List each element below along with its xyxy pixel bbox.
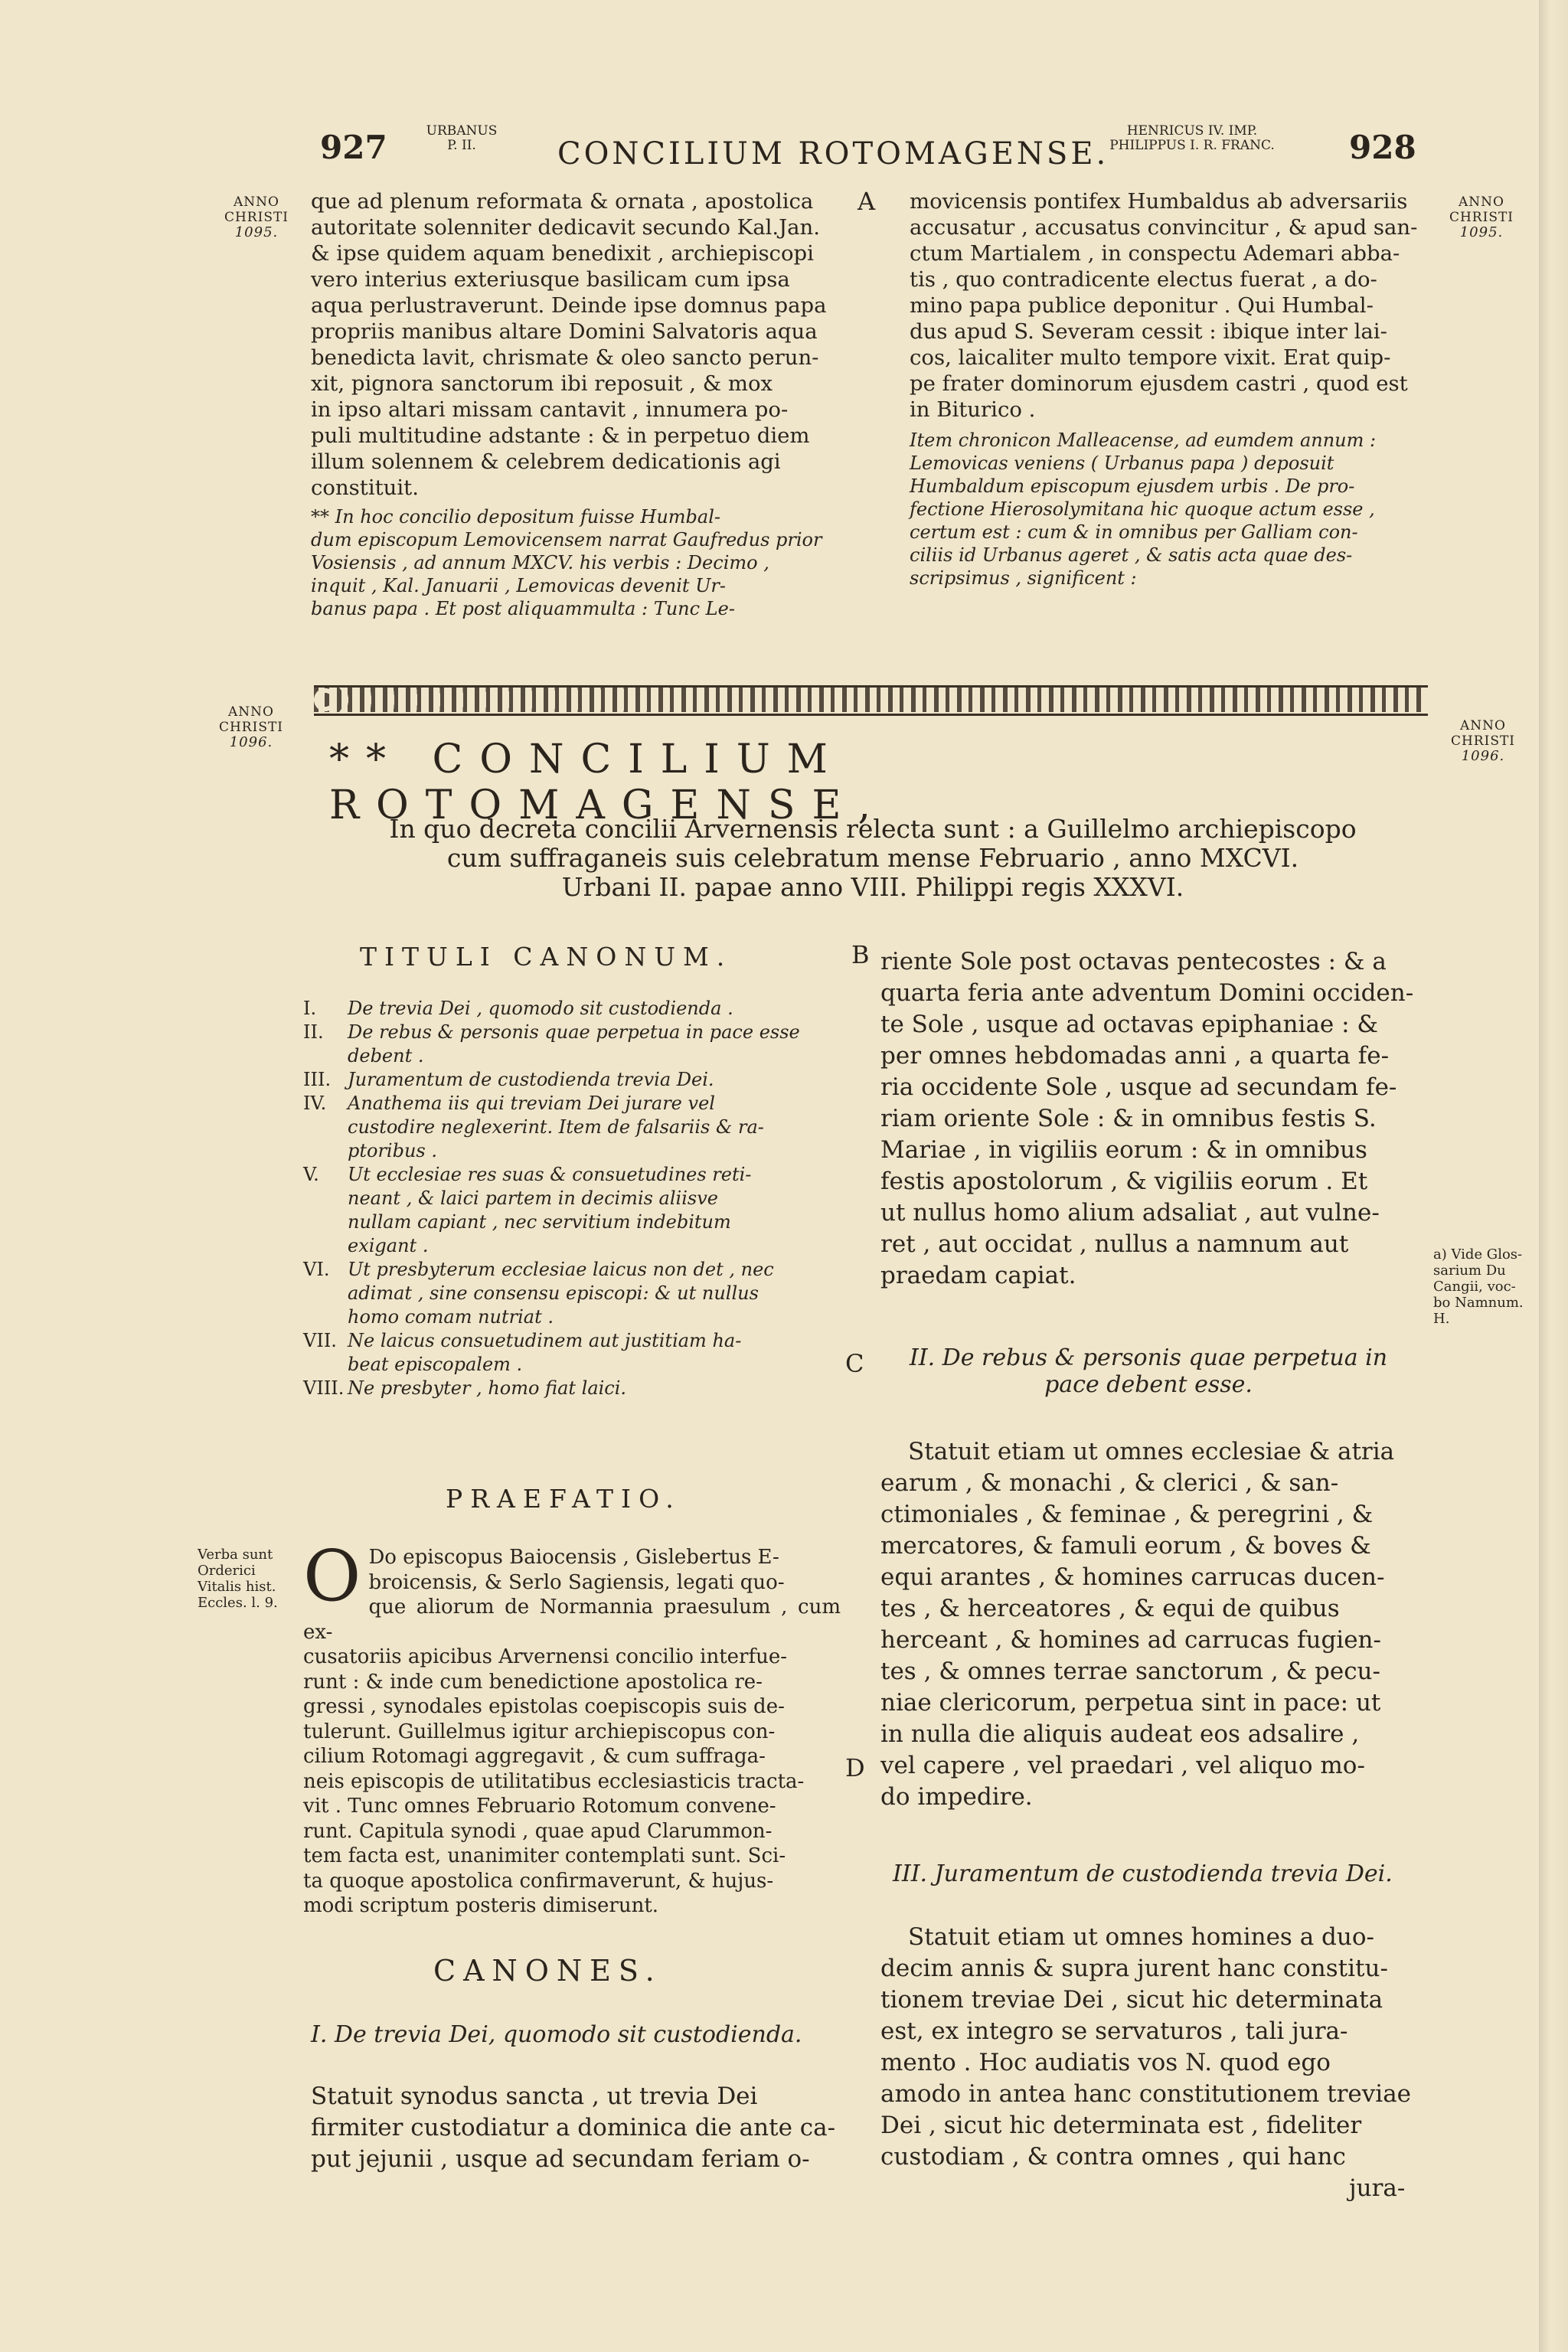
left-running-small: URBANUS P. II. <box>426 123 498 153</box>
praefatio-heading: PRAEFATIO. <box>446 1484 681 1514</box>
top-left-column: que ad plenum reformata & ornata , apostolica autoritate solenniter dedicavit secundo Kal.Jan. & ipse quidem aquam benedixit , archiepiscopi vero interius exteriusque basilicam cum ipsa aqua perlustraverunt. Deinde ipse domnus papa propriis manibus altare Domini Salvatoris aqua benedicta lavit, chrismate & oleo sancto perun- xit, pignora sanctorum ibi reposuit , & mox in ipso altari missam cantavit , innumera po- puli multitudine adstante : & in perpetuo diem illum solennem & celebrem dedicationis agi constituit. ** In hoc concilio depositum fuisse Humbal- dum episcopum Lemovicensem narrat Gaufredus prior Vosiensis , ad annum MXCV. his verbis : Decimo , inquit , Kal. Januarii , Lemovicas devenit Ur- banus papa . Et post aliquammulta : Tunc Le- <box>311 188 839 620</box>
praefatio-dropcap: O <box>303 1535 361 1617</box>
margin-letter-c: C <box>845 1349 864 1378</box>
margin-letter-a: A <box>858 187 876 216</box>
titulus-item: VI. Ut presbyterum ecclesiae laicus non det , nec adimat , sine consensu episcopi: & ut nullus homo comam nutriat . <box>303 1259 774 1328</box>
side-note-verba-sunt: Verba sunt Orderici Vitalis hist. Eccles. l. 9. <box>198 1547 278 1611</box>
side-note-top-right: ANNO CHRISTI 1095. <box>1449 194 1514 240</box>
tituli-heading: TITULI CANONUM. <box>360 942 733 972</box>
top-left-footnote: ** In hoc concilio depositum fuisse Humbal- dum episcopum Lemovicensem narrat Gaufredus prior Vosiensis , ad annum MXCV. his verbis : Decimo , inquit , Kal. Januarii , Lemovicas devenit Ur- banus papa . Et post aliquammulta : Tunc Le- <box>311 506 822 619</box>
top-right-column: movicensis pontifex Humbaldus ab adversariis accusatur , accusatus convincitur , & apud san- ctum Martialem , in conspectu Ademari abba- tis , quo contradicente electus fuerat , a do- mino papa publice deponitur . Qui Humbal- dus apud S. Severam cessit : ibique inter lai- cos, laicaliter multo tempore vixit. Erat quip- pe frater dominorum ejusdem castri , quod est in Biturico . Item chronicon Malleacense, ad eumdem annum : Lemovicas veniens ( Urbanus papa ) deposuit Humbaldum episcopum ejusdem urbis . De pro- fectione Hierosolymitana hic quoque actum esse , certum est : cum & in omnibus per Galliam con- ciliis id Urbanus ageret , & satis acta quae des- scripsimus , significent : <box>910 188 1424 590</box>
catchword: jura- <box>1349 2174 1406 2202</box>
right-page-number: 928 <box>1349 129 1416 166</box>
canon1-left-text: Statuit synodus sancta , ut trevia Dei firmiter custodiatur a dominica die ante ca- put jejunii , usque ad secundam feriam o- <box>311 2082 836 2173</box>
titulus-item: II. De rebus & personis quae perpetua in pace esse debent . <box>303 1021 800 1067</box>
concilium-title: ** CONCILIUM ROTOMAGENSE, <box>329 737 888 828</box>
canones-heading: CANONES. <box>433 1954 662 1988</box>
margin-letter-d: D <box>845 1753 865 1782</box>
running-title: CONCILIUM ROTOMAGENSE. <box>557 136 1109 172</box>
canon1-right-text: riente Sole post octavas pentecostes : & a quarta feria ante adventum Domini occiden- te Sole , usque ad octavas epiphaniae : & per omnes hebdomadas anni , a quarta fe- ria occidente Sole , usque ad secundam fe- riam oriente Sole : & in omnibus festis S. Mariae , in vigiliis eorum : & in omnibus festis apostolorum , & vigiliis eorum . Et ut nullus homo alium adsaliat , aut vulne- ret , aut occidat , nullus a namnum aut praedam capiat. <box>880 948 1414 1289</box>
left-page-number: 927 <box>320 129 387 166</box>
concilium-subtitle: In quo decreta concilii Arvernensis relecta sunt : a Guillelmo archiepiscopo cum suffraganeis suis celebratum mense Februario , anno MXCVI. Urbani II. papae anno VIII. Philippi regis XXXVI. <box>389 814 1357 902</box>
ornamental-divider <box>314 688 1428 712</box>
side-note-mid-left: ANNO CHRISTI 1096. <box>218 704 284 750</box>
tituli-list <box>303 997 839 1400</box>
titulus-item: V. Ut ecclesiae res suas & consuetudines reti- neant , & laici partem in decimis aliisve nullam capiant , nec servitium indebitum exigant . <box>303 1164 752 1256</box>
right-running-small: HENRICUS IV. IMP. PHILIPPUS I. R. FRANC. <box>1109 123 1275 153</box>
titulus-item: IV. Anathema iis qui treviam Dei jurare vel custodire neglexerint. Item de falsariis & ra- ptoribus . <box>303 1093 764 1161</box>
ornament-line-bottom <box>314 714 1428 716</box>
side-note-vide-glos: a) Vide Glos- sarium Du Cangii, voc- bo Namnum. H. <box>1433 1246 1524 1327</box>
titulus-item: VIII. Ne presbyter , homo fiat laici. <box>303 1377 627 1399</box>
page-gutter-edge <box>1539 0 1568 2352</box>
margin-letter-b: B <box>851 940 870 969</box>
titulus-item: III. Juramentum de custodienda trevia Dei. <box>303 1069 714 1090</box>
canon1-heading: I. De trevia Dei, quomodo sit custodienda. <box>311 2021 802 2048</box>
canon2-heading: II. De rebus & personis quae perpetua in pace debent esse. <box>909 1344 1388 1398</box>
top-right-footnote: Item chronicon Malleacense, ad eumdem annum : Lemovicas veniens ( Urbanus papa ) deposuit Humbaldum episcopum ejusdem urbis . De pro- fectione Hierosolymitana hic quoque actum esse , certum est : cum & in omnibus per Galliam con- ciliis id Urbanus ageret , & satis acta quae des- scripsimus , significent : <box>910 430 1377 589</box>
canon3-text: Statuit etiam ut omnes homines a duo- decim annis & supra jurent hanc constitu- tionem treviae Dei , sicut hic determinata est, ex integro se servaturos , tali jura- mento . Hoc audiatis vos N. quod ego amodo in antea hanc constitutionem treviae Dei , sicut hic determinata est , fideliter custodiam , & contra omnes , qui hanc <box>880 1923 1412 2171</box>
titulus-item: VII. Ne laicus consuetudinem aut justitiam ha- beat episcopalem . <box>303 1330 742 1375</box>
side-note-mid-right: ANNO CHRISTI 1096. <box>1450 718 1516 764</box>
side-note-top-left: ANNO CHRISTI 1095. <box>224 194 289 240</box>
canon2-text: Statuit etiam ut omnes ecclesiae & atria earum , & monachi , & clerici , & san- ctimoniales , & feminae , & peregrini , & mercatores, & famuli eorum , & boves & equi arantes , & homines carrucas ducen- tes , & herceatores , & equi de quibus herceant , & homines ad carrucas fugien- tes , & omnes terrae sanctorum , & pecu- niae clericorum, perpetua sint in pace: ut in nulla die aliquis audeat eos adsalire , vel capere , vel praedari , vel aliquo mo- do impedire. <box>880 1438 1395 1811</box>
titulus-item: I. De trevia Dei , quomodo sit custodienda . <box>303 998 733 1019</box>
praefatio-text: O Do episcopus Baiocensis , Gislebertus E- broicensis, & Serlo Sagiensis, legati quo- que aliorum de Normannia praesulum , cum ex- cusatoriis apicibus Arvernensi concilio interfue- runt : & inde cum benedictione apostolica re- gressi , synodales epistolas coepiscopis suis de- tulerunt. Guillelmus igitur archiepiscopus con- cilium Rotomagi aggregavit , & cum suffraga- neis episcopis de utilitatibus ecclesiasticis tracta- vit . Tunc omnes Februario Rotomum convene- runt. Capitula synodi , quae apud Clarummon- tem facta est, unanimiter contemplati sunt. Sci- ta quoque apostolica confirmaverunt, & hujus- modi scriptum posteris dimiserunt. <box>303 1535 841 1917</box>
canon3-heading: III. Juramentum de custodienda trevia Dei. <box>893 1860 1393 1887</box>
